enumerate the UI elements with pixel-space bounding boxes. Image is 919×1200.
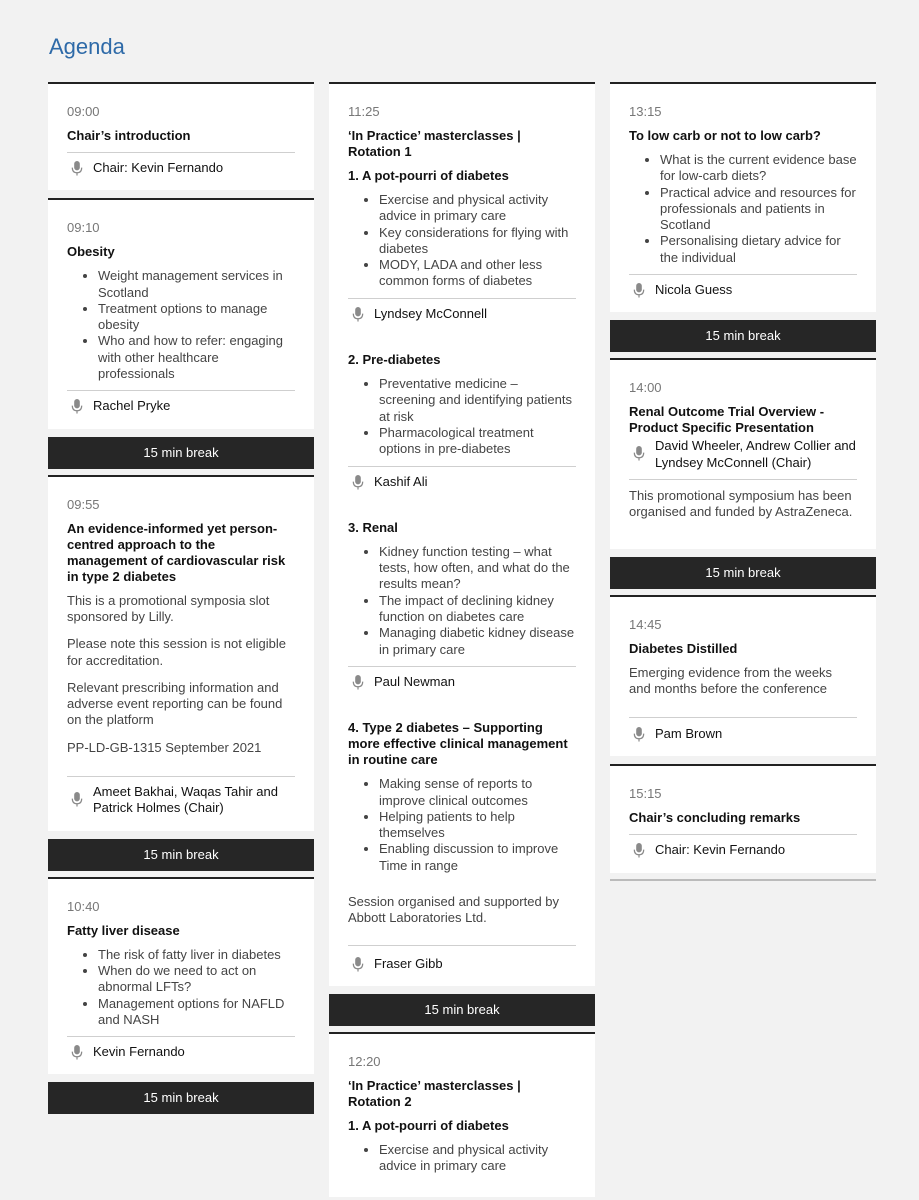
topic-item: • Who and how to refer: engaging with other healthcare professionals [98,333,295,382]
session-time: 09:55 [67,496,100,512]
topic-item: • The risk of fatty liver in diabetes [98,947,295,963]
session-speaker [348,945,576,972]
agenda-column-3 [610,82,876,881]
session-speaker [629,717,857,742]
session-card [48,877,314,1075]
session-time: 09:10 [67,220,100,236]
topic-item: • Weight management services in Scotland [98,268,295,301]
topic-item: • Managing diabetic kidney disease in primary care [379,625,576,658]
session-title: ‘In Practice’ masterclasses | Rotation 1 [348,128,521,159]
session-card [610,82,876,312]
session-title: Obesity [67,244,115,260]
session-card [610,358,876,548]
topic-item: • Helping patients to help themselves [379,809,576,842]
session-card [610,595,876,757]
break-bar: 15 min break [48,839,314,871]
topic-list [67,268,295,382]
session-note: Emerging evidence from the weeks and months before the conference [629,664,833,696]
topic-item: • Practical advice and resources for professionals and patients in Scotland [660,185,857,234]
topic-list [348,776,576,874]
speaker-name: Paul Newman [374,673,455,689]
session-title: ‘In Practice’ masterclasses | Rotation 2 [348,1077,521,1109]
topic-list [348,376,576,457]
topic-list [348,192,576,290]
topic-item: • Pharmacological treatment options in pre-diabetes [379,425,576,458]
topic-list [348,1142,576,1175]
microphone-icon [633,843,645,858]
session-speaker [67,776,295,817]
session-speaker [348,298,576,322]
session-title: To low carb or not to low carb? [629,128,821,143]
session-time: 12:20 [348,1053,381,1069]
masterclass-heading: 2. Pre-diabetes [348,352,441,368]
session-note: This promotional symposium has been organised and funded by AstraZeneca. [629,479,857,521]
session-note: Session organised and supported by Abbott Laboratories Ltd. [348,894,560,926]
session-time: 15:15 [629,786,662,802]
break-bar: 15 min break [48,1082,314,1114]
break-bar: 15 min break [329,994,595,1026]
topic-item: • Making sense of reports to improve clinical outcomes [379,776,576,809]
microphone-icon [71,1045,83,1060]
microphone-icon [633,283,645,298]
microphone-icon [352,307,364,322]
speaker-name: Rachel Pryke [93,398,171,414]
session-card [48,475,314,831]
session-speaker [348,466,576,490]
topic-item: • Key considerations for flying with diabetes [379,225,576,258]
masterclass-heading: 3. Renal [348,519,398,535]
session-card [329,82,595,986]
divider [610,879,876,881]
speaker-name: David Wheeler, Andrew Collier and Lyndsey McConnell (Chair) [655,438,856,470]
topic-item: • The impact of declining kidney function on diabetes care [379,593,576,626]
session-time: 13:15 [629,104,662,119]
microphone-icon [633,446,645,461]
masterclass-heading: 1. A pot-pourri of diabetes [348,1117,509,1133]
topic-item: • Management options for NAFLD and NASH [98,996,295,1029]
topic-item: • Exercise and physical activity advice in primary care [379,1142,576,1175]
topic-item: • MODY, LADA and other less common forms of diabetes [379,257,576,290]
microphone-icon [71,399,83,414]
topic-item: • Treatment options to manage obesity [98,301,295,334]
topic-list [348,544,576,658]
session-card [610,764,876,872]
break-bar: 15 min break [610,557,876,589]
session-time: 11:25 [348,104,380,119]
session-note: Relevant prescribing information and adverse event reporting can be found on the platform [67,679,283,728]
topic-item: • Preventative medicine – screening and identifying patients at risk [379,376,576,425]
session-speaker [67,1036,295,1060]
agenda-column-1 [48,82,314,1120]
speaker-name: Fraser Gibb [374,955,443,971]
microphone-icon [71,792,83,807]
session-speaker [67,152,295,176]
break-bar: 15 min break [48,437,314,469]
session-speaker [629,834,857,858]
session-title: Diabetes Distilled [629,640,738,656]
session-card [48,198,314,428]
topic-item: • Enabling discussion to improve Time in range [379,841,576,874]
session-time: 09:00 [67,104,100,119]
topic-list [629,152,857,266]
session-speaker [348,666,576,690]
session-note: Please note this session is not eligible for accreditation. [67,636,286,668]
topic-item: • Exercise and physical activity advice in primary care [379,192,576,225]
speaker-name: Chair: Kevin Fernando [655,842,786,858]
speaker-name: Nicola Guess [655,282,733,298]
session-card [48,82,314,190]
page-title: Agenda [49,34,125,59]
masterclass-heading: 4. Type 2 diabetes – Supporting more effective clinical management in routine care [348,720,568,768]
session-time: 14:00 [629,380,662,396]
session-title: Chair’s concluding remarks [629,810,801,826]
agenda-column-2 [329,82,595,1200]
microphone-icon [352,475,364,490]
microphone-icon [633,727,645,742]
topic-list [67,947,295,1028]
microphone-icon [352,675,364,690]
session-title: Renal Outcome Trial Overview - Product Specific Presentation [629,404,825,436]
topic-item: • Personalising dietary advice for the individual [660,233,857,266]
speaker-name: Chair: Kevin Fernando [93,160,224,175]
break-bar: 15 min break [610,320,876,352]
session-speaker [629,274,857,298]
session-time: 14:45 [629,616,662,632]
speaker-name: Ameet Bakhai, Waqas Tahir and Patrick Holmes (Chair) [93,784,278,816]
microphone-icon [71,161,83,176]
topic-item: • Kidney function testing – what tests, how often, and what do the results mean? [379,544,576,593]
session-note: This is a promotional symposia slot sponsored by Lilly. [67,592,270,624]
speaker-name: Kevin Fernando [93,1044,185,1060]
session-title: An evidence-informed yet person-centred approach to the management of cardiovascular risk in type 2 diabetes [67,520,286,584]
session-note: PP-LD-GB-1315 September 2021 [67,739,262,755]
session-speaker [67,390,295,414]
session-title: Chair’s introduction [67,128,191,143]
session-title: Fatty liver disease [67,922,180,938]
session-card [329,1032,595,1197]
speaker-name: Lyndsey McConnell [374,305,487,321]
session-speaker [629,438,857,471]
speaker-name: Pam Brown [655,726,723,742]
topic-item: • When do we need to act on abnormal LFTs? [98,963,295,996]
session-time: 10:40 [67,898,100,914]
speaker-name: Kashif Ali [374,473,428,489]
masterclass-heading: 1. A pot-pourri of diabetes [348,168,509,183]
microphone-icon [352,957,364,972]
topic-item: • What is the current evidence base for low-carb diets? [660,152,857,185]
